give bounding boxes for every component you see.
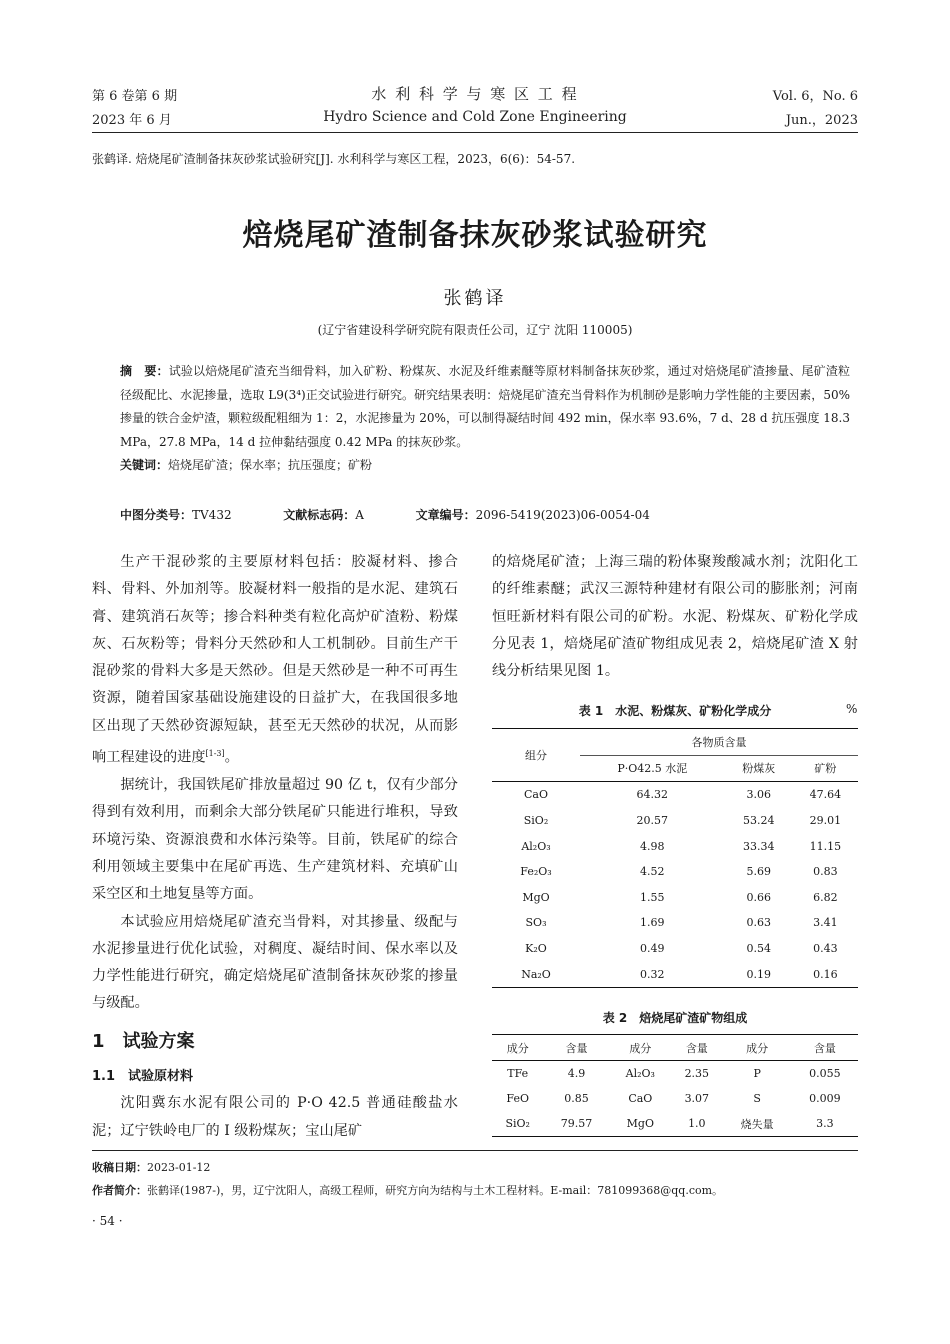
bio-label: 作者简介： (92, 1184, 147, 1197)
cell: 1.0 (688, 1117, 706, 1130)
cell: 4.98 (640, 839, 665, 853)
component: SiO₂ (523, 814, 549, 828)
cell: 0.66 (746, 890, 771, 904)
cell: 2.35 (684, 1067, 710, 1080)
clc-label: 中图分类号： (120, 508, 193, 522)
paper-title: 焙烧尾矿渣制备抹灰砂浆试验研究 (242, 218, 708, 253)
cell: 0.43 (813, 942, 838, 956)
cell: 79.57 (560, 1117, 593, 1130)
issue-date: 2023 年 6 月 (92, 113, 172, 128)
table-row (492, 833, 858, 859)
paragraph: 据统计，我国铁尾矿排放量超过 90 亿 t，仅有少部分得到有效利用，而剩余大部分铁尾矿只能进行堆积，导致环境污染、资源浪费和水体污染等。目前，铁尾矿的综合利用领域主要集中在尾矿再选、生产建筑材料、充填矿山采空区和土地复垦等方面。 (92, 777, 458, 903)
cell: 1.69 (640, 916, 665, 930)
cell: SiO₂ (505, 1117, 530, 1130)
paragraph: 沈阳冀东水泥有限公司的 P·O 42.5 普通硅酸盐水泥；辽宁铁岭电厂的 Ⅰ 级粉煤灰；宝山尾矿 (92, 1095, 458, 1139)
table2-col-header: 含量 (685, 1041, 708, 1055)
cell: 4.9 (567, 1067, 586, 1080)
page-number: · 54 · (92, 1214, 123, 1228)
cell: TFe (507, 1067, 529, 1080)
paragraph: 的焙烧尾矿渣；上海三瑞的粉体聚羧酸减水剂；沈阳化工的纤维素醚；武汉三源特种建材有限公司的膨胀剂；河南恒旺新材料有限公司的矿粉。水泥、粉煤灰、矿粉化学成分见表 1，焙烧尾矿渣矿物组成见表 2，焙烧尾矿渣 X 射线分析结果见图 1。 (492, 554, 858, 680)
cell: 5.69 (746, 865, 771, 879)
cell: CaO (628, 1092, 653, 1105)
table-row (492, 1111, 858, 1137)
volume-issue-en: Vol. 6，No. 6 (772, 89, 858, 104)
cell: 53.24 (742, 814, 775, 828)
cell: 0.85 (564, 1092, 589, 1105)
footnote-rule (92, 1150, 858, 1151)
component: K₂O (525, 942, 547, 956)
cell: S (753, 1092, 761, 1105)
cell: 3.07 (684, 1092, 710, 1105)
bio-text: 张鹤译(1987-)，男，辽宁沈阳人，高级工程师，研究方向为结构与土木工程材料。E-mail：781099368@qq.com。 (147, 1184, 724, 1197)
cell: 烧失量 (740, 1117, 774, 1131)
cell: 0.009 (809, 1092, 841, 1105)
cell: 11.15 (809, 839, 842, 853)
table-row (492, 1086, 858, 1111)
table1-col-header: 粉煤灰 (742, 762, 776, 776)
component: SO₃ (525, 916, 547, 930)
table1-group-header: 组分 (492, 729, 580, 782)
keywords (120, 454, 850, 478)
doc-code-value: A (355, 508, 364, 522)
table-row (492, 1061, 858, 1087)
table-row (492, 910, 858, 936)
component: MgO (522, 890, 550, 904)
cell: P (753, 1067, 761, 1080)
component: Fe₂O₃ (520, 865, 552, 879)
table-row (492, 885, 858, 911)
table1-col-header: P·O42.5 水泥 (617, 762, 688, 776)
reference-mark: [1-3] (205, 749, 225, 759)
table2-col-header: 成分 (506, 1041, 529, 1055)
table-row (492, 808, 858, 834)
table-row (492, 859, 858, 885)
cell: 0.83 (813, 865, 838, 879)
table2 (492, 1034, 858, 1137)
issue-date-en: Jun.，2023 (785, 113, 858, 128)
cell: 4.52 (640, 865, 665, 879)
cell: 33.34 (742, 839, 775, 853)
table-row (492, 782, 858, 808)
paragraph (92, 549, 458, 772)
abstract (120, 360, 850, 478)
keywords-text: 焙烧尾矿渣；保水率；抗压强度；矿粉 (168, 458, 373, 472)
header-rule (92, 132, 858, 133)
cell: 6.82 (813, 890, 838, 904)
abstract-label: 摘 要： (120, 364, 169, 378)
citation: 张鹤译. 焙烧尾矿渣制备抹灰砂浆试验研究[J]. 水利科学与寒区工程，2023，6(6)：54-57. (92, 152, 576, 166)
received-value: 2023-01-12 (147, 1161, 211, 1174)
table1-col-header: 矿粉 (814, 762, 837, 776)
article-number-label: 文章编号： (415, 508, 476, 522)
classification-line (120, 506, 650, 523)
table2-col-header: 成分 (629, 1041, 652, 1055)
paragraph: 本试验应用焙烧尾矿渣充当骨料，对其掺量、级配与水泥掺量进行优化试验，对稠度、凝结时间、保水率以及力学性能进行研究，确定焙烧尾矿渣制备抹灰砂浆的掺量与级配。 (92, 913, 458, 1012)
component: Al₂O₃ (521, 839, 551, 853)
component: Na₂O (521, 967, 551, 981)
abstract-text: 试验以焙烧尾矿渣充当细骨料，加入矿粉、粉煤灰、水泥及纤维素醚等原材料制备抹灰砂浆，通过对焙烧尾矿渣掺量、尾矿渣粒径级配比、水泥掺量，选取 L9(3⁴)正交试验进行研究。研究结果表明：焙烧尾矿渣充当骨料作为机制砂是影响力学性能的主要因素，50%掺量的铁合金炉渣，颗粒级配粗细为 1：2，水泥掺量为 20%，可以制得凝结时间 492 min，保水率 93.6%，7 d、28 d 抗压强度 18.3 MPa，27.8 MPa，14 d 拉伸黏结强度 0.42 MPa 的抹灰砂浆。 (120, 364, 850, 449)
table1-unit: % (846, 702, 858, 716)
table-row (492, 936, 858, 962)
article-number-value: 2096-5419(2023)06-0054-04 (475, 508, 650, 522)
left-column (92, 549, 458, 1145)
table1-span-header: 各物质含量 (580, 729, 858, 756)
cell: 0.055 (809, 1067, 841, 1080)
cell: 29.01 (809, 814, 842, 828)
volume-issue: 第 6 卷第 6 期 (92, 89, 178, 104)
section-heading: 1 试验方案 (92, 1030, 195, 1052)
cell: 3.06 (746, 788, 771, 802)
received-label: 收稿日期： (92, 1161, 147, 1174)
keywords-label: 关键词： (120, 458, 169, 472)
table-row (492, 961, 858, 987)
cell: FeO (506, 1092, 529, 1105)
paragraph-end-mark: 。 (224, 749, 239, 766)
cell: 0.63 (746, 916, 771, 930)
author-bio (92, 1182, 723, 1198)
cell: 47.64 (809, 788, 842, 802)
table2-col-header: 含量 (565, 1041, 588, 1055)
subsection-heading: 1.1 试验原材料 (92, 1069, 194, 1085)
cell: 0.54 (746, 942, 771, 956)
cell: 64.32 (636, 788, 669, 802)
cell: MgO (626, 1117, 654, 1130)
right-column (492, 549, 858, 685)
journal-title-cn: 水 利 科 学 与 寒 区 工 程 (371, 85, 579, 103)
received-date (92, 1159, 210, 1175)
doc-code-label: 文献标志码： (283, 508, 356, 522)
cell: 1.55 (640, 890, 665, 904)
cell: 0.19 (746, 967, 771, 981)
cell: Al₂O₃ (625, 1067, 655, 1080)
author: 张鹤译 (443, 288, 507, 309)
affiliation: (辽宁省建设科学研究院有限责任公司，辽宁 沈阳 110005) (317, 323, 633, 337)
table2-col-header: 含量 (813, 1041, 836, 1055)
cell: 0.16 (813, 967, 838, 981)
clc-value: TV432 (192, 508, 232, 522)
cell: 20.57 (636, 814, 669, 828)
table2-col-header: 成分 (746, 1041, 769, 1055)
cell: 3.41 (813, 916, 838, 930)
journal-title-en: Hydro Science and Cold Zone Engineering (323, 109, 627, 125)
cell: 0.32 (640, 967, 665, 981)
component: CaO (524, 788, 548, 802)
cell: 3.3 (816, 1117, 834, 1130)
table1-caption: 表 1 水泥、粉煤灰、矿粉化学成分 (578, 704, 772, 718)
table1 (492, 728, 858, 988)
paragraph-intro: 生产干混砂浆的主要原材料包括：胶凝材料、掺合料、骨料、外加剂等。胶凝材料一般指的是水泥、建筑石膏、建筑消石灰等；掺合料种类有粒化高炉矿渣粉、粉煤灰、石灰粉等；骨料分天然砂和人工机制砂。目前生产干混砂浆的骨料大多是天然砂。但是天然砂是一种不可再生资源，随着国家基础设施建设的日益扩大，在我国很多地区出现了天然砂资源短缺，甚至无天然砂的状况，从而影响工程建设的进度 (92, 554, 458, 766)
table2-caption: 表 2 焙烧尾矿渣矿物组成 (602, 1011, 748, 1025)
cell: 0.49 (640, 942, 665, 956)
